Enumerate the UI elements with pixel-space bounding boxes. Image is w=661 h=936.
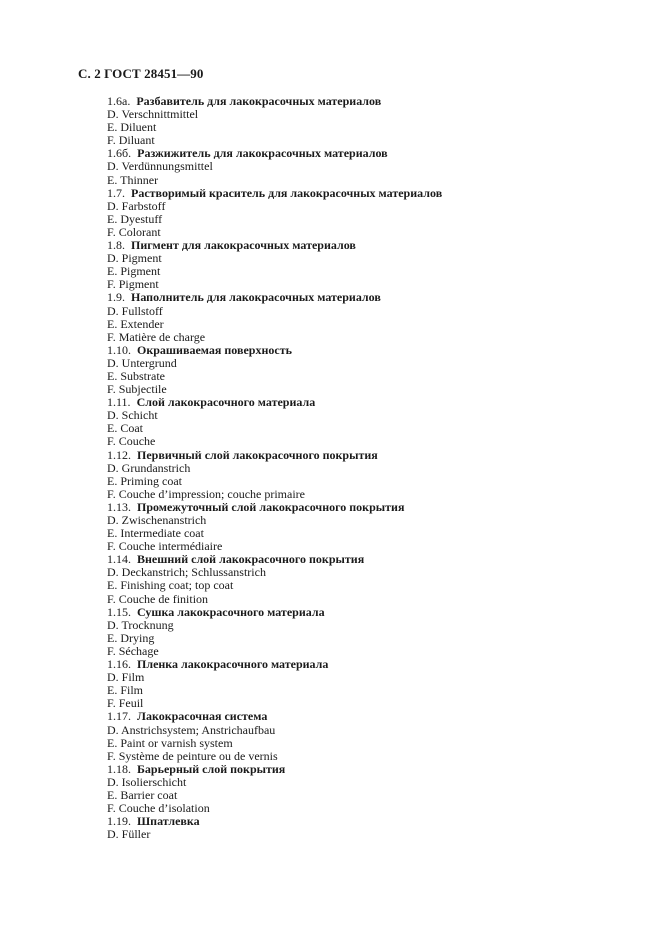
term-title: Разбавитель для лакокрасочных материалов bbox=[136, 94, 382, 108]
term-translation: D. Füller bbox=[107, 827, 151, 842]
term-heading bbox=[107, 344, 627, 357]
term-translation: F. Couche bbox=[107, 434, 156, 449]
term-translation: D. Grundanstrich bbox=[107, 460, 191, 475]
term-translation: F. Couche d’isolation bbox=[107, 801, 210, 816]
term-translation: D. Isolierschicht bbox=[107, 774, 187, 789]
term-translation: E. Substrate bbox=[107, 368, 165, 383]
term-number: 1.16. bbox=[107, 657, 131, 672]
term-translation: E. Film bbox=[107, 683, 144, 698]
term-translation: E. Diluent bbox=[107, 120, 157, 135]
term-title: Промежуточный слой лакокрасочного покрытия bbox=[137, 499, 405, 514]
term-translation: F. Feuil bbox=[107, 696, 144, 711]
term-heading bbox=[107, 815, 627, 828]
term-title: Растворимый краситель для лакокрасочных материалов bbox=[131, 185, 443, 200]
term-heading bbox=[107, 396, 627, 409]
term-title: Пигмент для лакокрасочных материалов bbox=[131, 238, 356, 253]
term-number: 1.11. bbox=[107, 395, 131, 410]
term-heading bbox=[107, 658, 627, 671]
term-translation: D. Fullstoff bbox=[107, 303, 163, 318]
term-number: 1.6а. bbox=[107, 94, 131, 108]
term-translation: F. Couche d’impression; couche primaire bbox=[107, 486, 305, 501]
term-translation: E. Pigment bbox=[107, 264, 161, 279]
term-translation: F. Subjectile bbox=[107, 382, 167, 397]
term-number: 1.6б. bbox=[107, 146, 132, 161]
term-translation: E. Drying bbox=[107, 630, 155, 645]
term-heading bbox=[107, 710, 627, 723]
term-list bbox=[107, 95, 627, 841]
term-translation: D. Schicht bbox=[107, 408, 158, 423]
term-number: 1.7. bbox=[107, 185, 125, 200]
term-number: 1.15. bbox=[107, 604, 131, 619]
term-translation: D. Verdünnungsmittel bbox=[107, 159, 213, 174]
term-heading bbox=[107, 763, 627, 776]
term-translation: D. Zwischenanstrich bbox=[107, 513, 207, 527]
term-title: Пленка лакокрасочного материала bbox=[137, 657, 329, 672]
term-translation: E. Finishing coat; top coat bbox=[107, 578, 234, 593]
term-translation: F. Système de peinture ou de vernis bbox=[107, 748, 278, 763]
term-translation: F. Séchage bbox=[107, 643, 159, 658]
page-header: С. 2 ГОСТ 28451—90 bbox=[78, 66, 204, 81]
term-title: Барьерный слой покрытия bbox=[137, 761, 286, 776]
term-heading bbox=[107, 239, 627, 252]
term-number: 1.19. bbox=[107, 814, 131, 829]
term-title: Слой лакокрасочного материала bbox=[136, 395, 316, 410]
term-title: Шпатлевка bbox=[137, 814, 200, 829]
term-number: 1.10. bbox=[107, 342, 131, 357]
term-translation: F. Pigment bbox=[107, 277, 159, 292]
term-translation: F. Matière de charge bbox=[107, 329, 206, 344]
term-heading bbox=[107, 449, 627, 462]
term-heading bbox=[107, 187, 627, 200]
term-translation: E. Paint or varnish system bbox=[107, 735, 233, 750]
term-number: 1.17. bbox=[107, 709, 131, 724]
term-number: 1.18. bbox=[107, 761, 131, 776]
term-translation: D. Trocknung bbox=[107, 617, 174, 632]
term-translation: D. Pigment bbox=[107, 251, 162, 266]
term-translation: E. Dyestuff bbox=[107, 211, 163, 226]
term-translation: F. Couche de finition bbox=[107, 591, 209, 606]
term-number: 1.14. bbox=[107, 552, 131, 567]
term-title: Первичный слой лакокрасочного покрытия bbox=[137, 447, 378, 462]
term-translation: E. Thinner bbox=[107, 172, 159, 187]
term-title: Разжижитель для лакокрасочных материалов bbox=[137, 146, 388, 161]
term-translation: F. Couche intermédiaire bbox=[107, 539, 223, 554]
term-number: 1.9. bbox=[107, 290, 125, 305]
term-number: 1.12. bbox=[107, 447, 131, 462]
term-translation: E. Coat bbox=[107, 421, 143, 436]
term-translation: D. Film bbox=[107, 670, 145, 685]
term-translation: D. Deckanstrich; Schlussanstrich bbox=[107, 565, 266, 580]
term-title: Окрашиваемая поверхность bbox=[137, 342, 292, 357]
term-translation: E. Barrier coat bbox=[107, 787, 178, 802]
term-translation: D. Farbstoff bbox=[107, 198, 166, 213]
term-title: Сушка лакокрасочного материала bbox=[137, 604, 325, 619]
term-translation: D. Anstrichsystem; Anstrichaufbau bbox=[107, 722, 276, 737]
term-translation: D. Verschnittmittel bbox=[107, 107, 199, 122]
term-number: 1.13. bbox=[107, 499, 131, 514]
term-translation: F. Diluant bbox=[107, 133, 155, 148]
term-translation: E. Priming coat bbox=[107, 473, 182, 488]
term-title: Внешний слой лакокрасочного покрытия bbox=[137, 552, 365, 567]
term-title: Лакокрасочная система bbox=[137, 709, 268, 724]
term-translation: F. Colorant bbox=[107, 224, 161, 239]
term-translation: D. Untergrund bbox=[107, 355, 177, 370]
term-translation: E. Intermediate coat bbox=[107, 526, 204, 541]
term-number: 1.8. bbox=[107, 238, 125, 253]
term-heading bbox=[107, 291, 627, 304]
term-heading bbox=[107, 606, 627, 619]
term-translation: E. Extender bbox=[107, 316, 164, 331]
term-title: Наполнитель для лакокрасочных материалов bbox=[131, 290, 381, 305]
